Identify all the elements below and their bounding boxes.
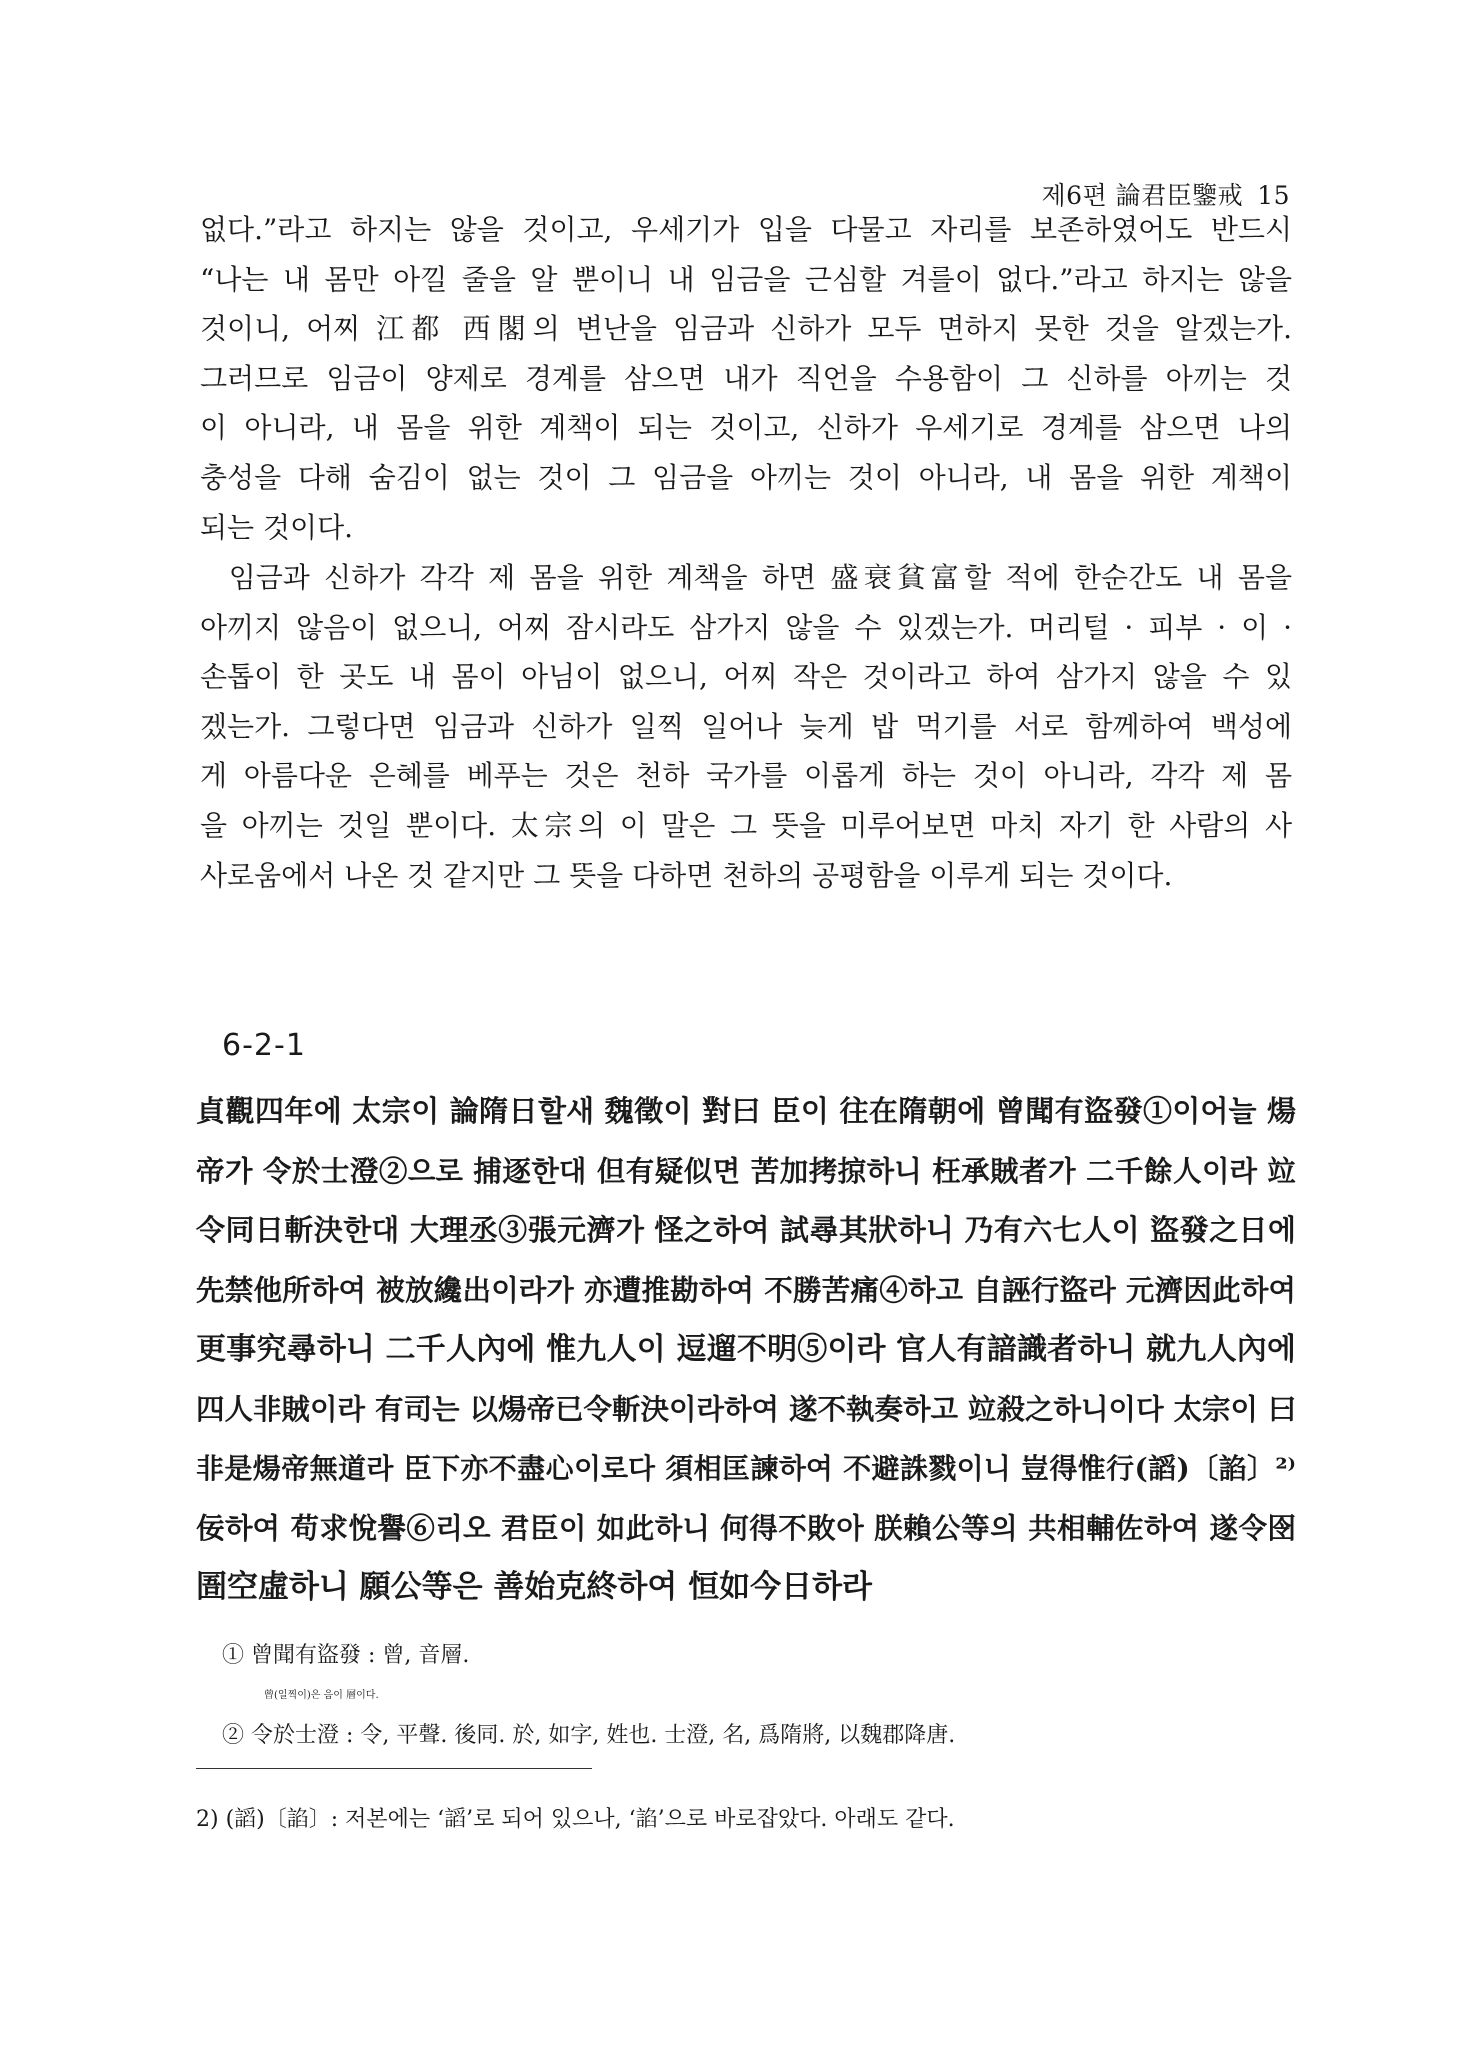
text-line: 이 아니라, 내 몸을 위한 계책이 되는 것이고, 신하가 우세기로 경계를 삼으면 나의: [200, 411, 1292, 445]
hanmun-line: 佞하여 苟求悅譽⑥리오 君臣이 如此하니 何得不敗아 朕賴公等의 共相輔佐하여 遂令囹: [196, 1510, 1296, 1545]
text-line: 게 아름다운 은혜를 베푸는 것은 천하 국가를 이롭게 하는 것이 아니라, 각각 제 몸: [200, 759, 1292, 793]
text-line: 손톱이 한 곳도 내 몸이 아님이 없으니, 어찌 작은 것이라고 하여 삼가지 않을 수 있: [200, 660, 1292, 694]
text-line: 아끼지 않음이 없으니, 어찌 잠시라도 삼가지 않을 수 있겠는가. 머리털 · 피부 · 이 ·: [200, 610, 1292, 644]
text-line: 것이니, 어찌 江都 西閣의 변난을 임금과 신하가 모두 면하지 못한 것을 알겠는가.: [200, 312, 1292, 346]
text-line: 임금과 신하가 각각 제 몸을 위한 계책을 하면 盛衰貧富할 적에 한순간도 내 몸을: [200, 561, 1292, 594]
text-line: 충성을 다해 숨김이 없는 것이 그 임금을 아끼는 것이 아니라, 내 몸을 위한 계책이: [200, 460, 1292, 494]
hanmun-line: 四人非賊이라 有司는 以煬帝已令斬決이라하여 遂不執奏하고 竝殺之하니이다 太宗이 曰: [196, 1391, 1297, 1426]
hanmun-line: 非是煬帝無道라 臣下亦不盡心이로다 須相匡諫하여 不避誅戮이니 豈得惟行(謟)〔諂〕²⁾: [196, 1452, 1296, 1485]
hanmun-line: 帝가 令於士澄②으로 捕逐한대 但有疑似면 苦加拷掠하니 枉承賊者가 二千餘人이라 竝: [196, 1153, 1296, 1188]
section-number: 6-2-1: [222, 1028, 306, 1063]
text-line: 그러므로 임금이 양제로 경계를 삼으면 내가 직언을 수용함이 그 신하를 아끼는 것: [200, 361, 1292, 395]
hanmun-line: 更事究尋하니 二千人內에 惟九人이 逗遛不明⑤이라 官人有諳識者하니 就九人內에: [196, 1332, 1296, 1367]
text-line: 을 아끼는 것일 뿐이다. 太宗의 이 말은 그 뜻을 미루어보면 마치 자기 한 사람의 사: [200, 808, 1292, 842]
page-number: 15: [1257, 181, 1290, 210]
hanmun-line: 令同日斬決한대 大理丞③張元濟가 怪之하여 試尋其狀하니 乃有六七人이 盜發之日에: [196, 1213, 1296, 1247]
korean-paragraph-1: [200, 205, 1292, 552]
text-line: 되는 것이다.: [200, 510, 354, 544]
note-line: ② 令於士澄 : 令, 平聲. 後同. 於, 如字, 姓也. 士澄, 名, 爲隋將, 以魏郡降唐.: [222, 1723, 956, 1748]
annotation-notes: [222, 1636, 1282, 1756]
note-line: ① 曾聞有盜發 : 曾, 音層.: [222, 1643, 470, 1668]
hanmun-line: 貞觀四年에 太宗이 論隋日할새 魏徵이 對曰 臣이 往在隋朝에 曾聞有盜發①이어늘 煬: [196, 1094, 1296, 1128]
note-line: 曾(일찍이)은 음이 層이다.: [264, 1690, 379, 1701]
text-line: 없다.”라고 하지는 않을 것이고, 우세기가 입을 다물고 자리를 보존하였어도 반드시: [200, 213, 1292, 246]
text-line: 사로움에서 나온 것 같지만 그 뜻을 다하면 천하의 공평함을 이루게 되는 것이다.: [200, 858, 1173, 892]
korean-paragraph-2: [200, 553, 1292, 900]
text-line: 겠는가. 그렇다면 임금과 신하가 일찍 일어나 늦게 밥 먹기를 서로 함께하여 백성에: [200, 709, 1292, 743]
hanmun-line: 先禁他所하여 被放纔出이라가 亦遭推勘하여 不勝苦痛④하고 自誣行盜라 元濟因此하여: [196, 1272, 1296, 1307]
classical-chinese-text: [196, 1082, 1296, 1618]
header-title: 제6편 論君臣鑒戒: [1041, 181, 1244, 210]
footnote-divider: [196, 1768, 592, 1769]
text-line: “나는 내 몸만 아낄 줄을 알 뿐이니 내 임금을 근심할 겨를이 없다.”라고 하지는 않을: [200, 262, 1292, 296]
hanmun-line: 圄空虛하니 願公等은 善始克終하여 恒如今日하라: [196, 1569, 872, 1605]
footnote: 2) (謟)〔諂〕: 저본에는 ‘謟’로 되어 있으나, ‘諂’으로 바로잡았다. 아래도 같다.: [196, 1807, 955, 1832]
